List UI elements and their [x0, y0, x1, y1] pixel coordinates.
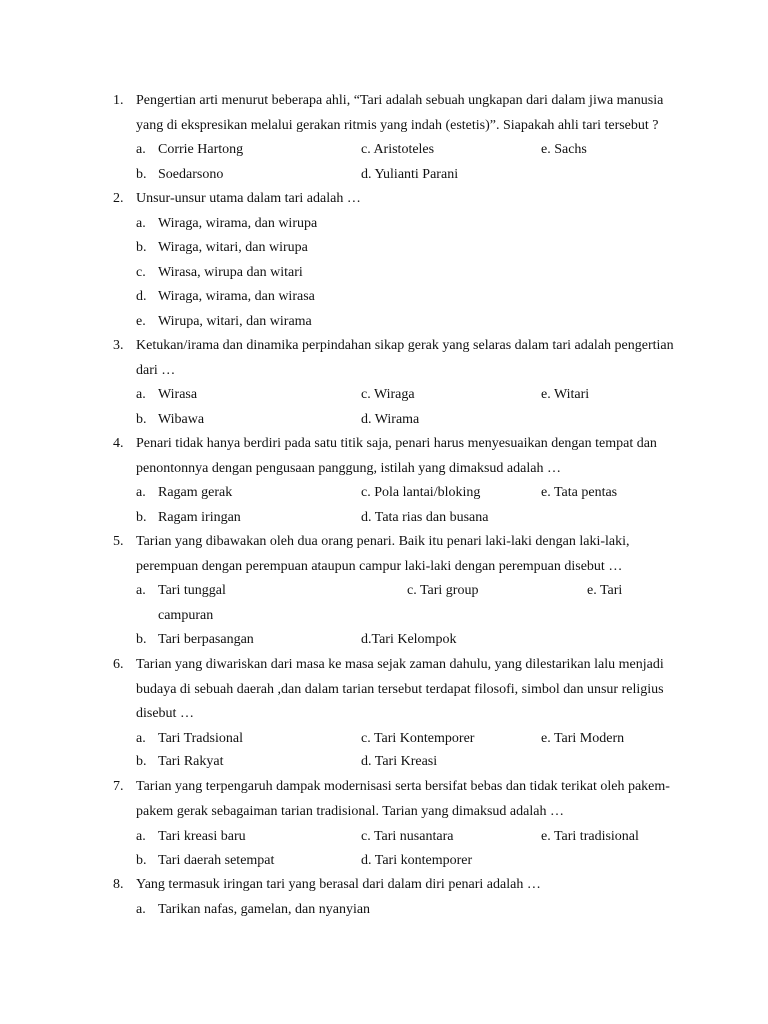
option-a: Wiraga, wirama, dan wirupa: [158, 215, 318, 231]
option-a: Tari tunggal: [158, 583, 226, 598]
option-letter: a.: [136, 829, 146, 844]
option-c: c. Tari group: [407, 583, 479, 598]
question-number: 4.: [113, 436, 124, 451]
option-c: c. Pola lantai/bloking: [361, 485, 481, 500]
question-text-line: penontonnya dengan pengusaan panggung, istilah yang dimaksud adalah …: [136, 460, 561, 476]
question-text-line: Tarian yang diwariskan dari masa ke masa sejak zaman dahulu, yang dilestarikan lalu menjadi: [136, 657, 664, 672]
question-number: 7.: [113, 779, 124, 794]
option-a: Ragam gerak: [158, 485, 233, 500]
option-c: c. Tari Kontemporer: [361, 731, 475, 746]
question-text-line: Pengertian arti menurut beberapa ahli, “Tari adalah sebuah ungkapan dari dalam jiwa manusia: [136, 93, 664, 108]
question-text-line: Tarian yang terpengaruh dampak modernisasi serta bersifat bebas dan tidak terikat oleh pakem-: [136, 779, 670, 794]
option-letter: a.: [136, 387, 146, 402]
option-b: Wibawa: [158, 411, 205, 427]
question-text-line: pakem gerak sebagaiman tarian tradisional. Tarian yang dimaksud adalah …: [136, 804, 564, 819]
option-letter: a.: [136, 142, 146, 157]
question-number: 1.: [113, 93, 124, 108]
option-letter: a.: [136, 731, 146, 746]
option-a: Wirasa: [158, 387, 198, 402]
question-number: 2.: [113, 191, 124, 206]
option-letter: b.: [136, 754, 147, 769]
question-text-line: Penari tidak hanya berdiri pada satu titik saja, penari harus menyesuaikan dengan tempat dan: [136, 436, 657, 451]
option-a: Corrie Hartong: [158, 142, 244, 157]
option-d: d. Tari kontemporer: [361, 853, 473, 868]
option-b: Soedarsono: [158, 166, 224, 182]
question-text-line: Ketukan/irama dan dinamika perpindahan sikap gerak yang selaras dalam tari adalah pengertian: [136, 338, 674, 353]
option-letter: a.: [136, 215, 146, 231]
option-c: c. Aristoteles: [361, 142, 435, 157]
question-number: 3.: [113, 338, 124, 353]
question-number: 5.: [113, 534, 124, 549]
question-text-line: dari …: [136, 362, 176, 378]
question-text-line: disebut …: [136, 706, 194, 721]
option-e: e. Tari: [587, 583, 623, 598]
option-b: Tari daerah setempat: [158, 853, 275, 868]
option-e: Wirupa, witari, dan wirama: [158, 313, 312, 329]
option-e: e. Tari Modern: [541, 731, 625, 746]
option-d: d. Tari Kreasi: [361, 754, 438, 769]
option-e-continued: campuran: [158, 607, 214, 623]
option-letter: c.: [136, 264, 146, 280]
option-d: d. Tata rias dan busana: [361, 509, 489, 525]
option-c: c. Tari nusantara: [361, 829, 454, 844]
option-e: e. Witari: [541, 387, 590, 402]
option-a: Tari kreasi baru: [158, 829, 246, 844]
option-a: Tari Tradsional: [158, 731, 243, 746]
option-letter: b.: [136, 166, 147, 182]
option-b: Tari berpasangan: [158, 632, 254, 647]
option-b: Tari Rakyat: [158, 754, 224, 769]
question-number: 8.: [113, 877, 124, 892]
option-letter: a.: [136, 902, 146, 917]
question-text-line: yang di ekspresikan melalui gerakan ritmis yang indah (estetis)”. Siapakah ahli tari tersebut ?: [136, 117, 659, 133]
option-e: e. Tata pentas: [541, 485, 618, 500]
option-c: Wirasa, wirupa dan witari: [158, 264, 303, 280]
option-d: d. Yulianti Parani: [361, 166, 459, 182]
option-letter: b.: [136, 240, 147, 255]
option-d: d.Tari Kelompok: [361, 632, 457, 647]
question-text-line: perempuan dengan perempuan ataupun campur laki-laki dengan perempuan disebut …: [136, 558, 623, 574]
question-text-line: budaya di sebuah daerah ,dan dalam tarian tersebut terdapat filosofi, simbol dan unsur religius: [136, 681, 664, 697]
option-d: Wiraga, wirama, dan wirasa: [158, 289, 315, 304]
option-letter: a.: [136, 485, 146, 500]
option-b: Wiraga, witari, dan wirupa: [158, 240, 308, 255]
question-number: 6.: [113, 657, 124, 672]
option-b: Ragam iringan: [158, 509, 241, 525]
option-letter: e.: [136, 313, 146, 329]
option-letter: b.: [136, 509, 147, 525]
option-a: Tarikan nafas, gamelan, dan nyanyian: [158, 902, 371, 917]
option-letter: d.: [136, 289, 147, 304]
option-e: e. Tari tradisional: [541, 829, 639, 844]
option-letter: b.: [136, 632, 147, 647]
option-letter: a.: [136, 583, 146, 598]
question-text-line: Yang termasuk iringan tari yang berasal dari dalam diri penari adalah …: [136, 877, 541, 892]
option-e: e. Sachs: [541, 142, 587, 157]
question-text-line: Unsur-unsur utama dalam tari adalah …: [136, 191, 361, 206]
question-text-line: Tarian yang dibawakan oleh dua orang penari. Baik itu penari laki-laki dengan laki-laki,: [136, 534, 630, 549]
option-letter: b.: [136, 411, 147, 427]
option-letter: b.: [136, 853, 147, 868]
option-c: c. Wiraga: [361, 387, 415, 402]
option-d: d. Wirama: [361, 411, 420, 427]
